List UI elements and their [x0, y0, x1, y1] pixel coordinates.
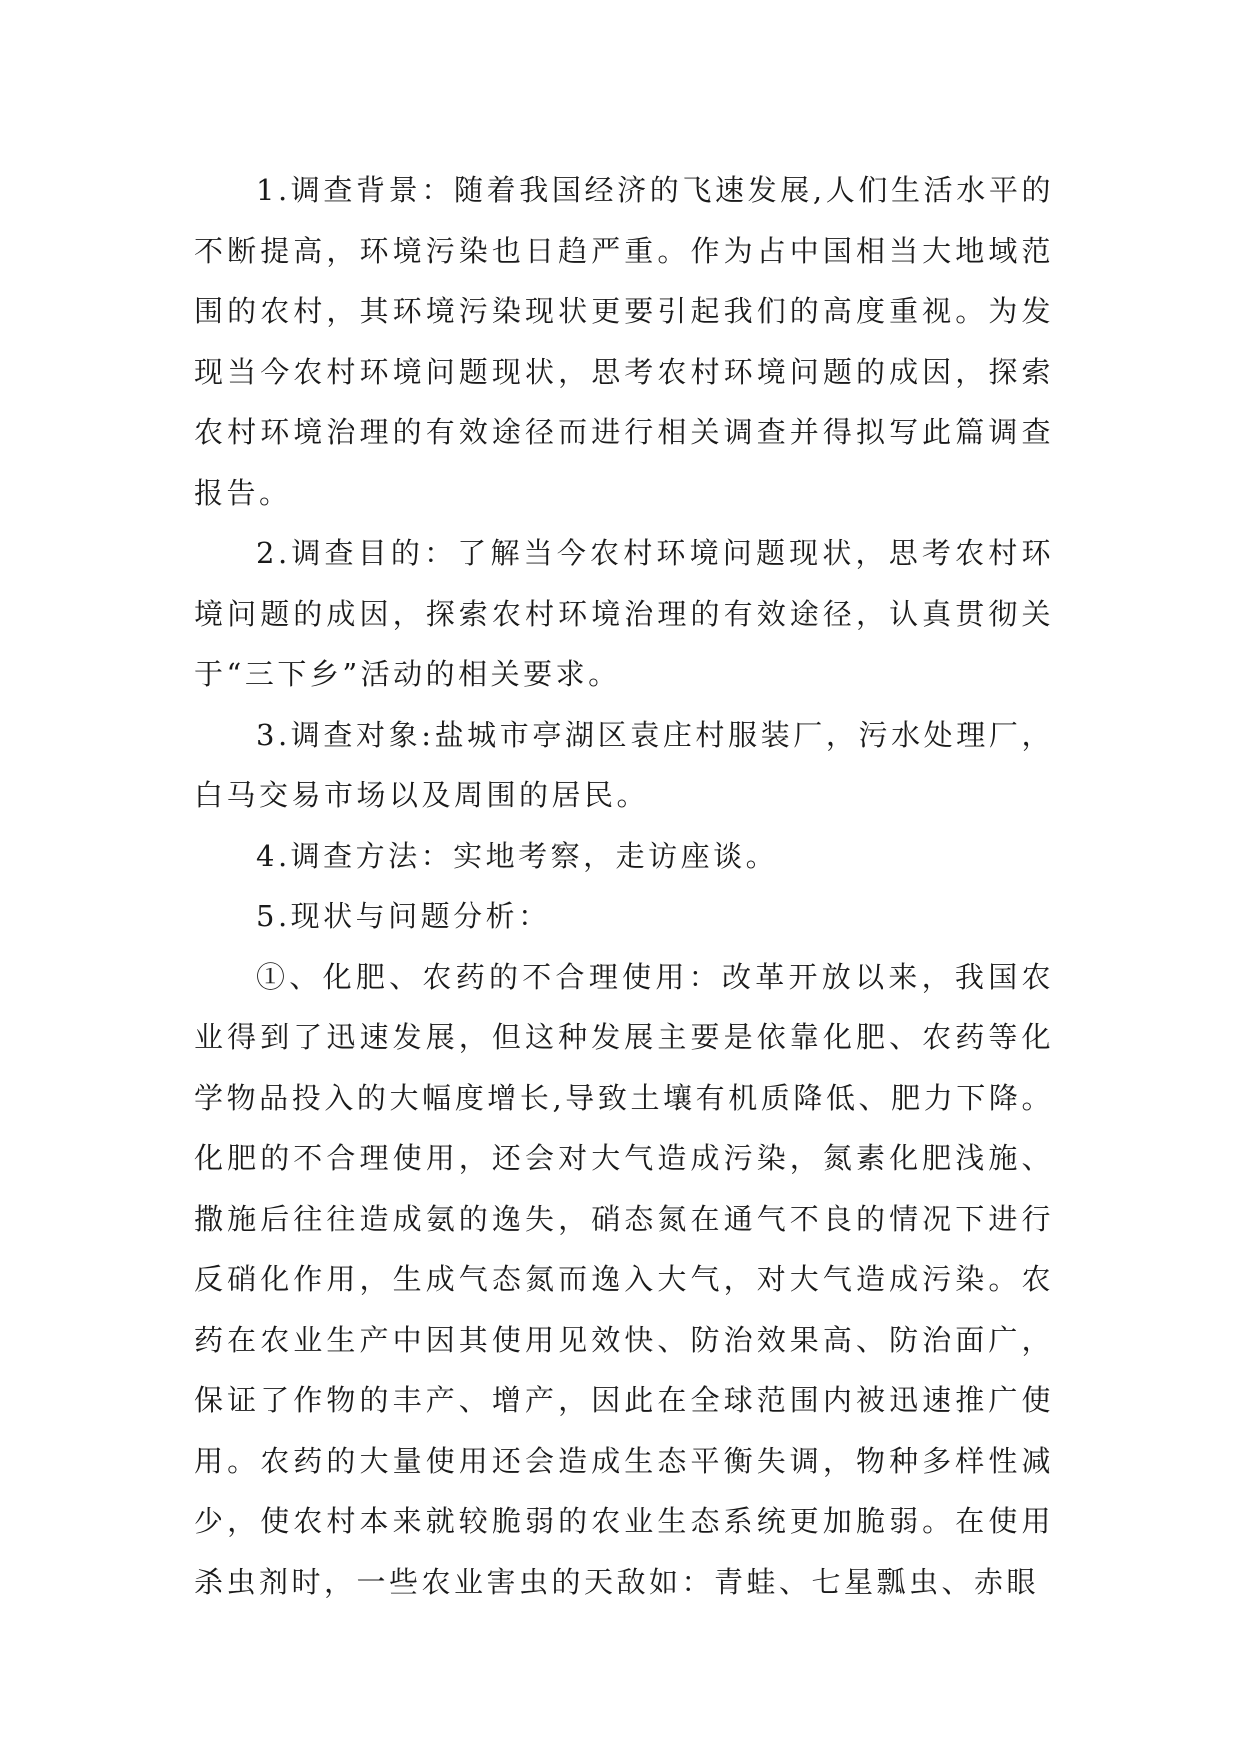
paragraph-fertilizer-pesticide: ①、化肥、农药的不合理使用：改革开放以来，我国农业得到了迅速发展，但这种发展主要是依靠化肥、农药等化学物品投入的大幅度增长,导致土壤有机质降低、肥力下降。化肥的不合理使用，还会对大气造成污染，氮素化肥浅施、撒施后往往造成氨的逸失，硝态氮在通气不良的情况下进行反硝化作用，生成气态氮而逸入大气，对大气造成污染。农药在农业生产中因其使用见效快、防治效果高、防治面广，保证了作物的丰产、增产，因此在全球范围内被迅速推广使用。农药的大量使用还会造成生态平衡失调，物种多样性减少，使农村本来就较脆弱的农业生态系统更加脆弱。在使用杀虫剂时，一些农业害虫的天敌如：青蛙、七星瓢虫、赤眼: [194, 959, 1054, 1599]
paragraph-survey-methods: 4.调查方法：实地考察，走访座谈。: [256, 838, 779, 873]
paragraph-survey-background: 1.调查背景：随着我国经济的飞速发展,人们生活水平的不断提高，环境污染也日趋严重。作为占中国相当大地域范围的农村，其环境污染现状更要引起我们的高度重视。为发现当今农村环境问题现状，思考农村环境问题的成因，探索农村环境治理的有效途径而进行相关调查并得拟写此篇调查报告。: [194, 173, 1054, 510]
paragraph-analysis-heading: 5.现状与问题分析：: [256, 899, 551, 933]
paragraph-survey-purpose: 2.调查目的：了解当今农村环境问题现状，思考农村环境问题的成因，探索农村环境治理的有效途径，认真贯彻关于“三下乡”活动的相关要求。: [194, 536, 1054, 691]
paragraph-survey-subjects: 3.调查对象:盐城市亭湖区袁庄村服装厂，污水处理厂，白马交易市场以及周围的居民。: [194, 717, 1054, 812]
document-body: [194, 160, 1054, 1612]
